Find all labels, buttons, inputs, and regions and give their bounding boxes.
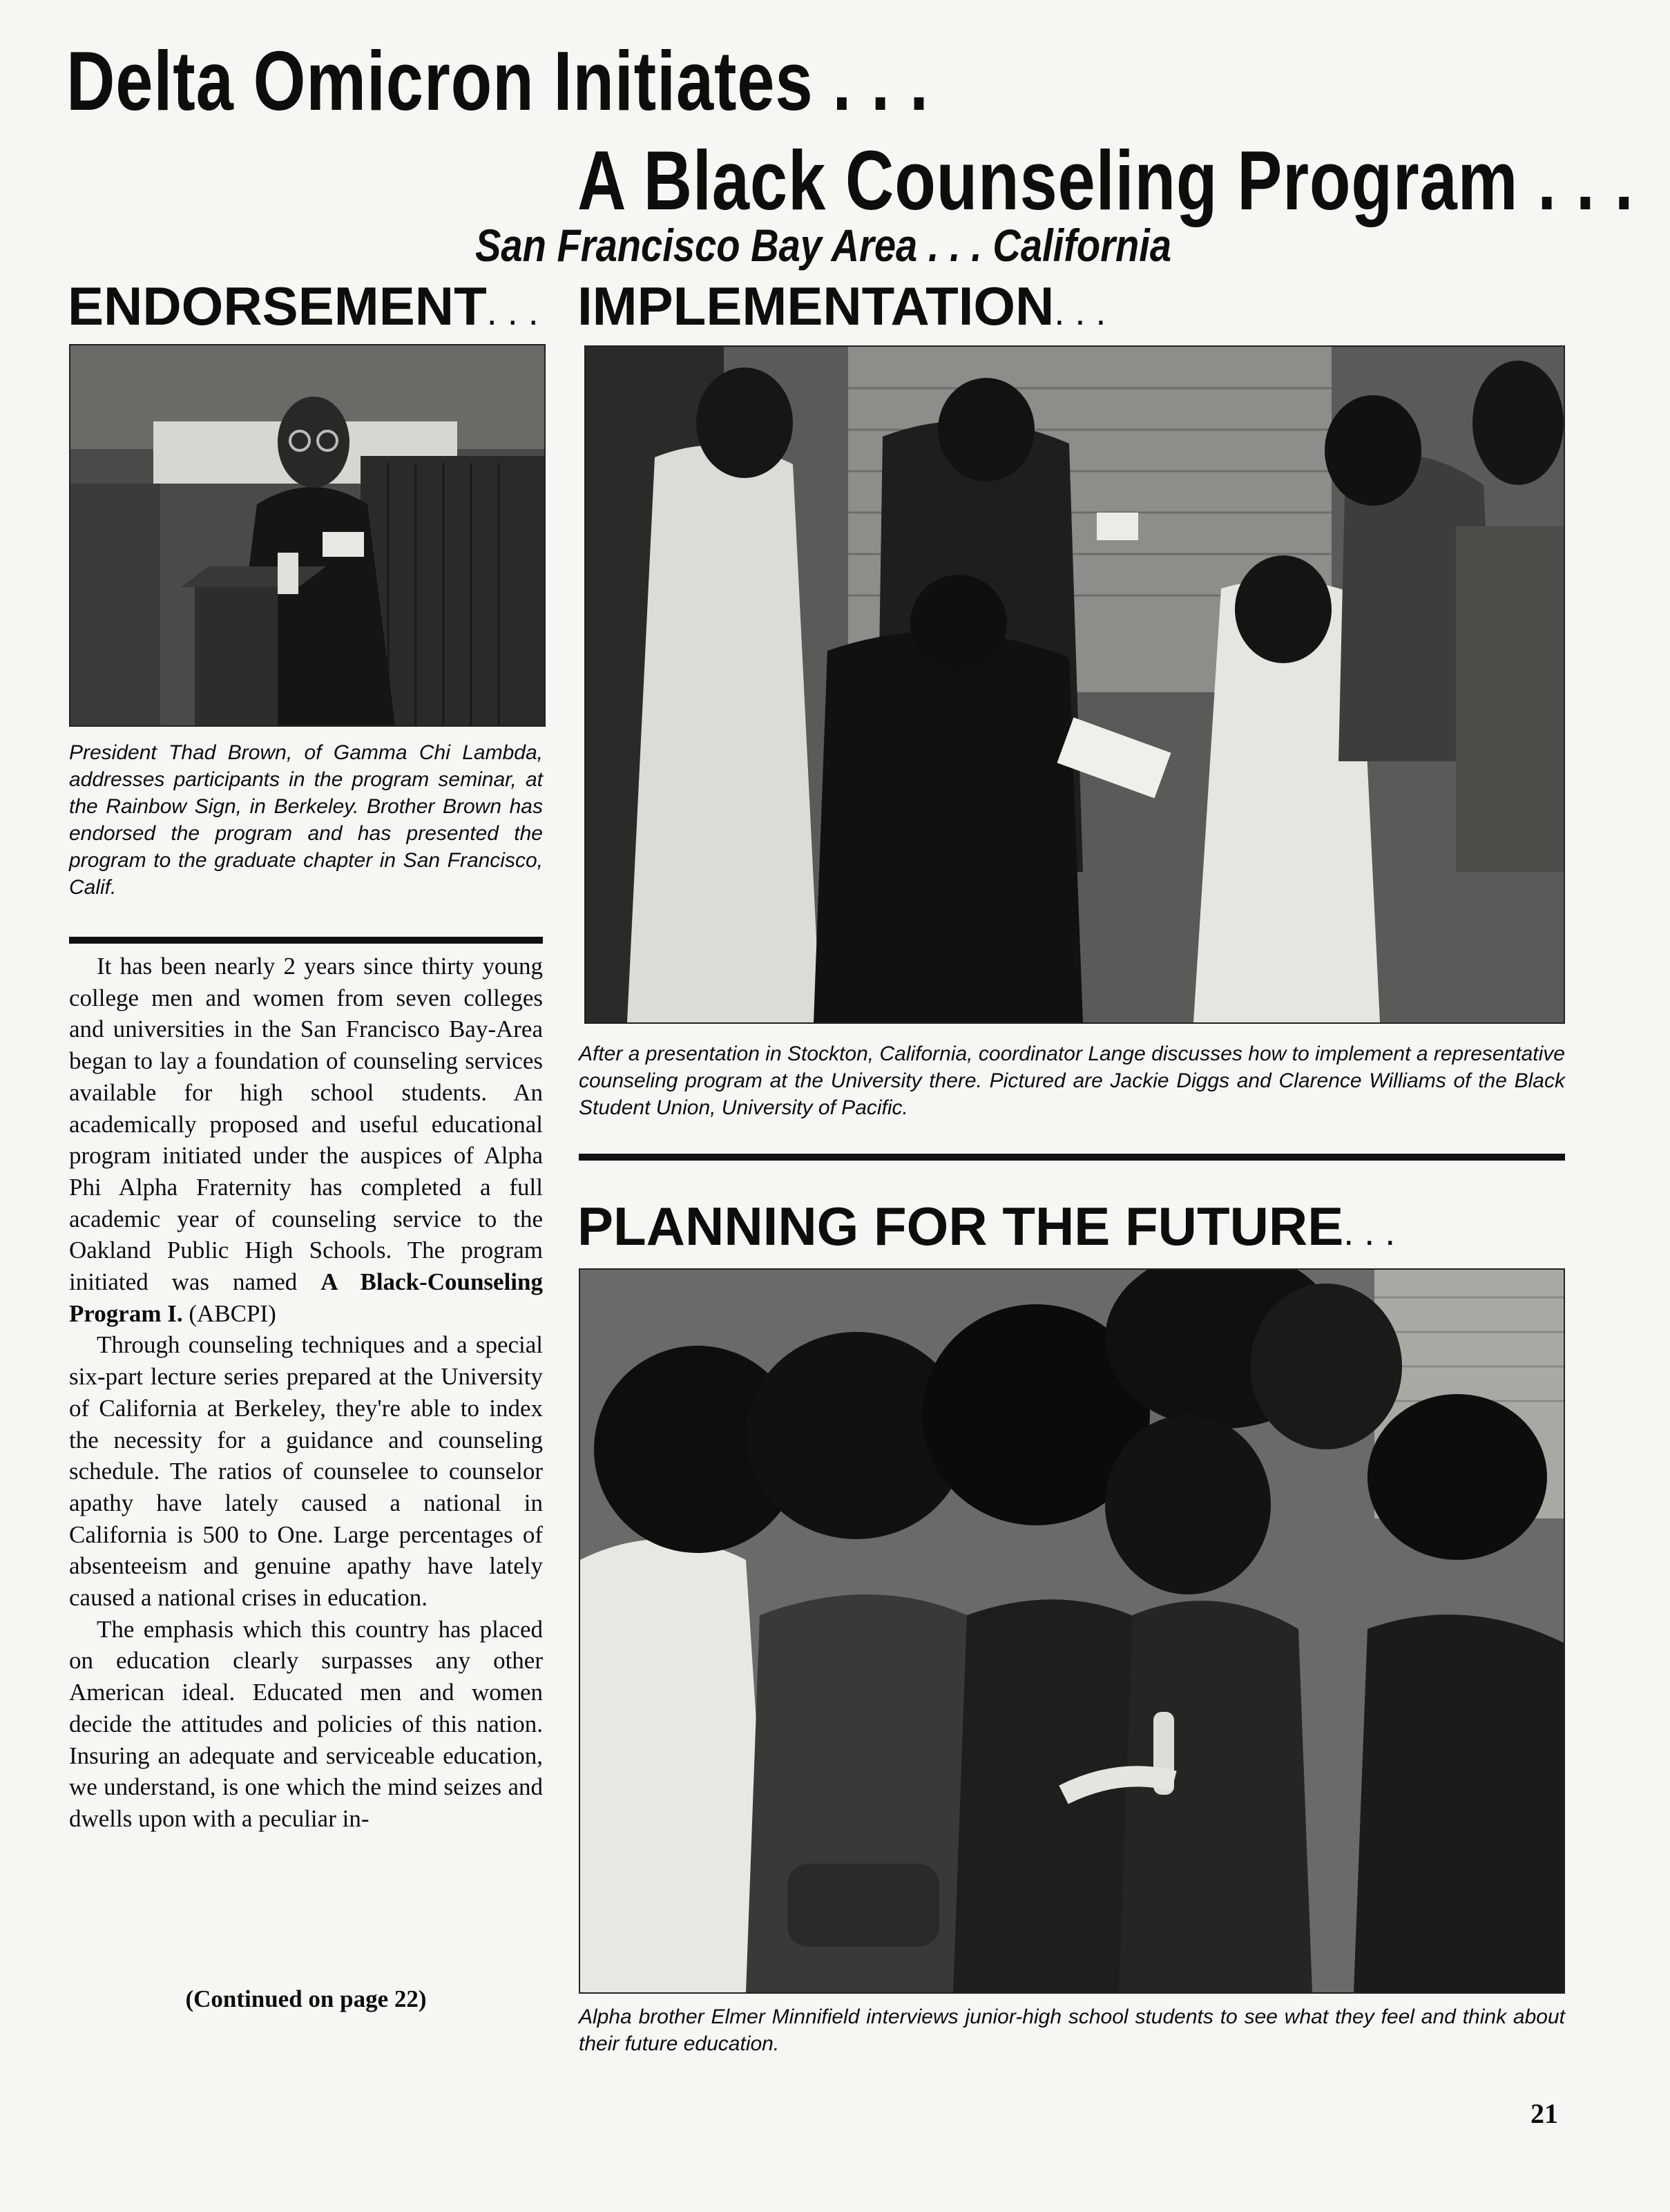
section-heading-implementation-text: IMPLEMENTATION <box>577 276 1055 336</box>
divider-rule <box>579 1154 1565 1161</box>
section-heading-planning-text: PLANNING FOR THE FUTURE <box>577 1196 1344 1257</box>
heading-ellipsis: . . . <box>1054 292 1106 333</box>
article-body <box>69 951 543 1835</box>
caption-endorsement: President Thad Brown, of Gamma Chi Lambda, addresses participants in the program seminar, at the Rainbow Sign, in Berkeley. Brother Brown has endorsed the program and has presented the program to the graduate chapter in San Francisco, Calif. <box>69 741 543 899</box>
program-abbreviation: (ABCPI) <box>182 1299 276 1327</box>
endorsement-photo <box>69 344 546 727</box>
subheadline: San Francisco Bay Area . . . California <box>475 220 1172 271</box>
implementation-photo <box>584 345 1565 1024</box>
article-paragraph-3: The emphasis which this country has placed on education clearly surpasses any other American ideal. Educated men and women decide the attitudes and policies of this nation. Insuring an adequate and serviceable education, we understand, is one which the mind seizes and dwells upon with a peculiar in- <box>69 1615 543 1832</box>
heading-ellipsis: . . . <box>486 292 539 333</box>
section-heading-implementation <box>577 276 1106 336</box>
caption-implementation: After a presentation in Stockton, California, coordinator Lange discusses how to implement a representative counseling program at the University there. Pictured are Jackie Diggs and Clarence Williams of the Black Student Union, University of Pacific. <box>579 1042 1565 1119</box>
section-heading-endorsement-text: ENDORSEMENT <box>68 276 487 336</box>
headline-line-2: A Black Counseling Program . . . <box>577 133 1634 227</box>
program-name: A Black-Counseling Program I. <box>69 1268 543 1327</box>
section-heading-endorsement <box>68 276 539 336</box>
article-paragraph-1 <box>69 951 543 1329</box>
section-heading-planning <box>577 1196 1396 1257</box>
page-number: 21 <box>1530 2098 1558 2129</box>
heading-ellipsis: . . . <box>1343 1212 1396 1253</box>
article-paragraph-2: Through counseling techniques and a special six-part lecture series prepared at the University of California at Berkeley, they're able to index the necessity for a guidance and counseling schedule. The ratios of counselee to counselor apathy have lately caused a national in California is 500 to One. Large percentages of absenteeism and genuine apathy have lately caused a national crises in education. <box>69 1331 543 1612</box>
article-paragraph-1-text: It has been nearly 2 years since thirty young college men and women from seven colleges and universities in the San Francisco Bay-Area began to lay a foundation of counseling services available for high school students. An academically proposed and useful educational program initiated under the auspices of Alpha Phi Alpha Fraternity has completed a full academic year of counseling service to the Oakland Public High Schools. The program initiated was named <box>69 953 543 1296</box>
divider-rule <box>69 937 543 944</box>
planning-photo <box>579 1268 1565 1994</box>
caption-planning: Alpha brother Elmer Minnifield interviews junior-high school students to see what they feel and think about their future education. <box>579 2005 1565 2055</box>
continued-note: (Continued on page 22) <box>185 1985 427 2012</box>
headline-line-1: Delta Omicron Initiates . . . <box>66 34 929 128</box>
